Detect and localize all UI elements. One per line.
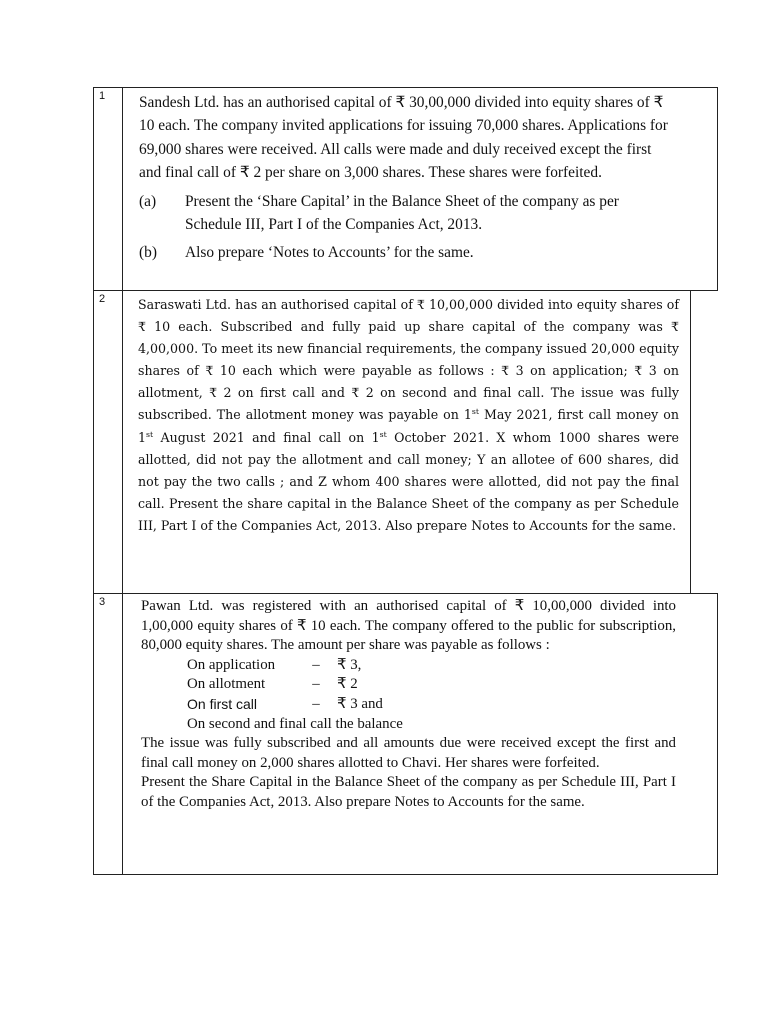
payment-amount: ₹ 2 <box>337 676 358 693</box>
question-2-text-part-4: October 2021. X whom 1000 shares were allotted, did not pay the allotment and call money; Y an allotee of 600 shares, did not pay the two calls ; and Z whom 400 shares were allotted, did not pay the final call. Present the share capital in the Balance Sheet of the company as per Schedule III, Part I of the Companies Act, 2013. Also prepare Notes to Accounts for the same. <box>138 429 679 533</box>
ordinal-suffix-2: st <box>146 429 154 439</box>
question-3-para-2: The issue was fully subscribed and all amounts due were received except the first and final call money on 2,000 shares allotted to Chavi. Her shares were forfeited. <box>141 735 676 771</box>
row-divider-2 <box>93 593 718 594</box>
number-column-divider <box>122 87 123 875</box>
part-a-text: Present the ‘Share Capital’ in the Balance Sheet of the company as per Schedule III, Part I of the Companies Act, 2013. <box>185 192 619 234</box>
question-2-text <box>138 294 679 537</box>
payment-dash: – <box>312 676 320 693</box>
question-1-part-a <box>139 190 669 237</box>
part-a-marker: (a) <box>139 192 157 210</box>
payment-label: On allotment <box>187 676 266 693</box>
ordinal-suffix-1: st <box>471 407 479 417</box>
table-right-border-row3 <box>717 593 718 875</box>
question-1-text: Sandesh Ltd. has an authorised capital of ₹ 30,00,000 divided into equity shares of ₹ 10 each. The company invited applications for issuing 70,000 shares. Applications for 69,000 shares were received. All calls were made and duly received except the first and final call of ₹ 2 per share on 3,000 shares. These shares were forfeited. <box>139 94 668 182</box>
payment-label: On first call <box>187 695 258 712</box>
question-number-1: 1 <box>99 90 106 102</box>
payment-schedule <box>187 656 676 734</box>
row-divider-1 <box>93 290 718 291</box>
table-right-border-row1 <box>717 87 718 291</box>
table-bottom-border <box>93 874 718 875</box>
question-2-text-part-1: Saraswati Ltd. has an authorised capital of ₹ 10,00,000 divided into equity shares of ₹ 10 each. Subscribed and fully paid up share capital of the company was ₹ 4,00,000. To meet its new financial requirements, the company issued 20,000 equity shares of ₹ 10 each which were payable as follows : ₹ 3 on application; ₹ 3 on allotment, ₹ 2 on first call and ₹ 2 on second and final call. The issue was fully subscribed. The allotment money was payable on 1 <box>138 297 679 423</box>
ordinal-suffix-3: st <box>379 429 387 439</box>
question-number-2: 2 <box>99 293 106 305</box>
payment-label: On application <box>187 656 276 673</box>
question-3-intro: Pawan Ltd. was registered with an authorised capital of ₹ 10,00,000 divided into 1,00,000 equity shares of ₹ 10 each. The company offered to the public for subscription, 80,000 equity shares. The amount per share was payable as follows : <box>141 598 676 654</box>
question-3-para-3: Present the Share Capital in the Balance Sheet of the company as per Schedule III, Part I of the Companies Act, 2013. Also prepare Notes to Accounts for the same. <box>141 774 676 810</box>
table-right-border-row2 <box>690 290 691 594</box>
table-top-border <box>93 87 718 88</box>
payment-amount: ₹ 3, <box>337 656 362 673</box>
payment-row-allotment <box>187 675 676 695</box>
question-3 <box>141 597 676 813</box>
table-left-border <box>93 87 94 875</box>
payment-row-first-call <box>187 695 676 715</box>
payment-dash: – <box>312 656 320 673</box>
payment-dash: – <box>312 695 320 712</box>
payment-final-label: On second and final call the balance <box>187 715 403 732</box>
question-2-text-part-3: August 2021 and final call on 1 <box>153 429 380 445</box>
question-number-3: 3 <box>99 596 106 608</box>
part-b-text: Also prepare ‘Notes to Accounts’ for the same. <box>185 244 474 262</box>
question-1-part-b <box>139 241 669 264</box>
payment-amount: ₹ 3 and <box>337 695 383 712</box>
part-b-marker: (b) <box>139 244 157 262</box>
question-2-text-part-2: May 2021, first call money on 1 <box>138 407 679 445</box>
payment-row-application <box>187 656 676 676</box>
payment-row-final-call <box>187 715 676 735</box>
question-2 <box>138 294 679 537</box>
question-1 <box>139 91 669 265</box>
